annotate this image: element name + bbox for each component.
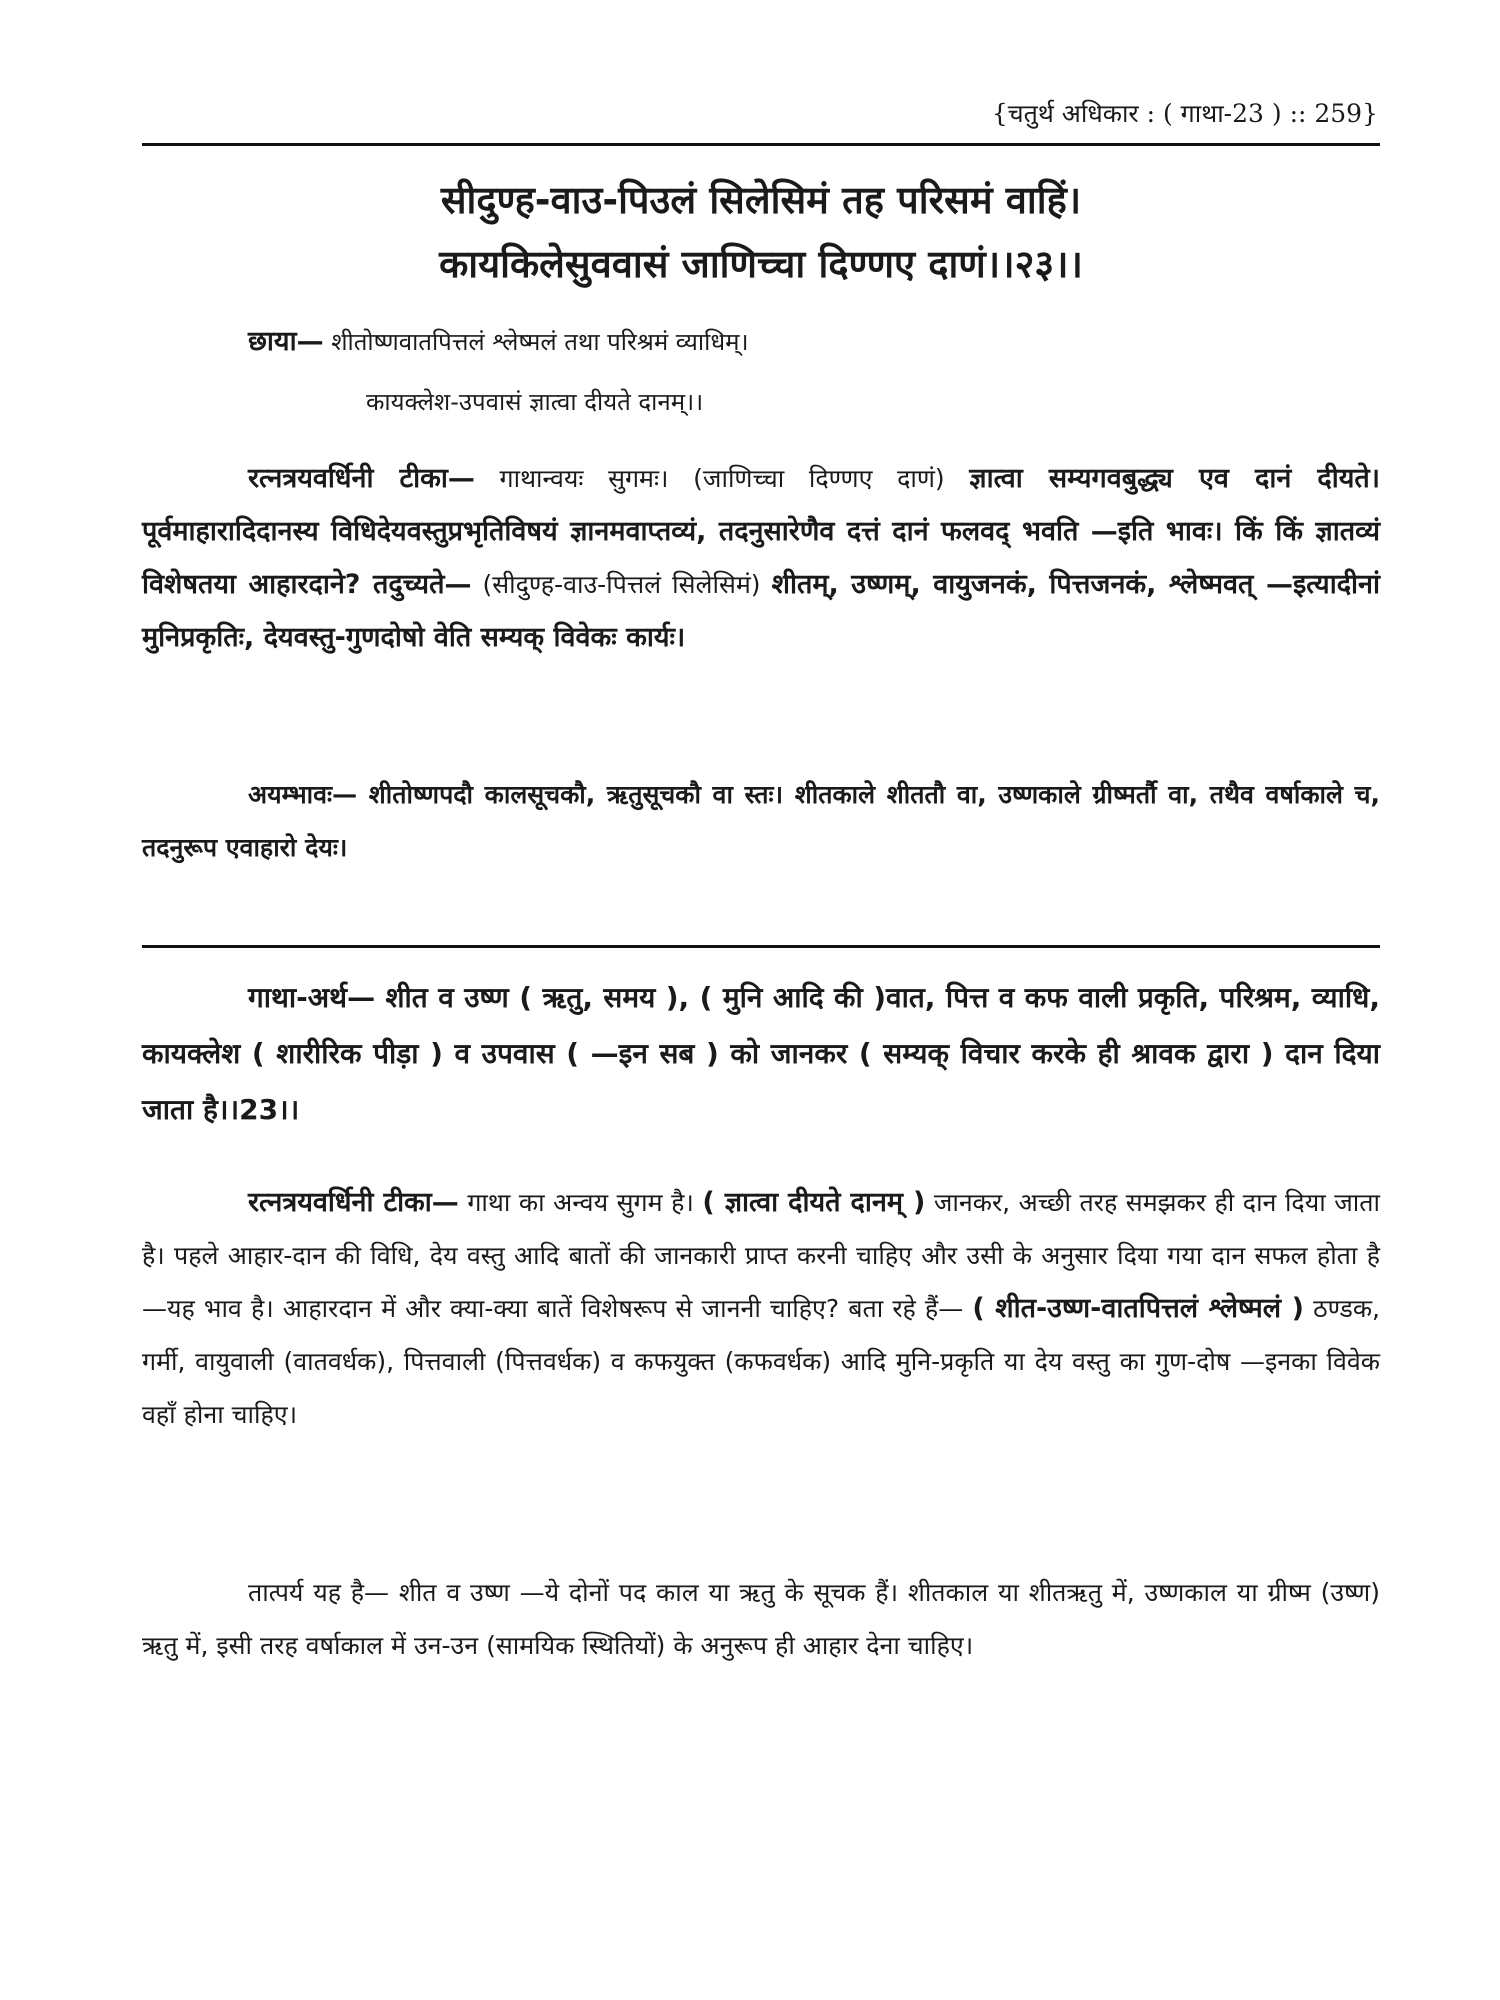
hindi-commentary [142,1176,1380,1441]
commentary-text: जानकर, अच्छी तरह समझकर ही दान दिया जाता है। पहले आहार-दान की विधि, देय वस्तु आदि बातों की जानकारी प्राप्त करनी चाहिए और उसी के अनुसार दिया गया दान सफल होता है —यह भाव है। आहारदान में और क्या-क्या बातें विशेषरूप से जाननी चाहिए? बता रहे हैं— [142,1188,1380,1323]
ayambhava-paragraph: अयम्भावः— शीतोष्णपदौ कालसूचकौ, ऋतुसूचकौ वा स्तः। शीतकाले शीततौ वा, उष्णकाले ग्रीष्मर्तौ वा, तथैव वर्षाकाले च, तदनुरूप एवाहारो देयः। [142,780,1380,862]
chhaya-block [248,312,749,432]
chhaya-label: छाया— [248,326,324,357]
verse-line-1: सीदुण्ह-वाउ-पिउलं सिलेसिमं तह परिसमं वाहिं। [440,178,1082,222]
commentary-label: रत्नत्रयवर्धिनी टीका— [248,463,475,494]
gatha-meaning: गाथा-अर्थ— शीत व उष्ण ( ऋतु, समय ), ( मुनि आदि की )वात, पित्त व कफ वाली प्रकृति, परिश्रम, व्याधि, कायक्लेश ( शारीरिक पीड़ा ) व उपवास ( —इन सब ) को जानकर ( सम्यक् विचार करके ही श्रावक द्वारा ) दान दिया जाता है।।23।। [142,981,1380,1126]
commentary-text: ठण्डक, गर्मी, वायुवाली (वातवर्धक), पित्तवाली (पित्तवर्धक) व कफयुक्त (कफवर्धक) आदि मुनि-प्रकृति या देय वस्तु का गुण-दोष —इनका विवेक वहाँ होना चाहिए। [142,1294,1380,1429]
commentary-text: गाथान्वयः सुगमः। (जाणिच्चा दिण्णए दाणं) [474,464,970,493]
tatparya-paragraph: तात्पर्य यह है— शीत व उष्ण —ये दोनों पद काल या ऋतु के सूचक हैं। शीतकाल या शीतऋतु में, उष्णकाल या ग्रीष्म (उष्ण) ऋतु में, इसी तरह वर्षाकाल में उन-उन (सामयिक स्थितियों) के अनुरूप ही आहार देना चाहिए। [142,1578,1380,1660]
chhaya-text-1: शीतोष्णवातपित्तलं श्लेष्मलं तथा परिश्रमं व्याधिम्। [331,328,749,356]
commentary-text: गाथा का अन्वय सुगम है। [458,1188,703,1217]
commentary-text: शीतम्, उष्णम्, वायुजनकं, पित्तजनकं, श्लेष्मवत् —इत्यादीनां मुनिप्रकृतिः, देयवस्तु-गुणदोषो वेति सम्यक् विवेकः कार्यः। [142,569,1381,653]
top-rule [142,143,1380,146]
verse-line-2: कायकिलेसुववासं जाणिच्चा दिण्णए दाणं।।२३।। [439,242,1083,286]
chhaya-line-1 [248,312,749,372]
commentary-text: ज्ञात्वा सम्यगवबुद्ध्य एव दानं दीयते। पूर्वमाहारादिदानस्य विधिदेयवस्तुप्रभृतिविषयं ज्ञानमवाप्तव्यं, तदनुसारेणैव दत्तं दानं फलवद् भवति —इति भावः। किं किं ज्ञातव्यं विशेषतया आहारदाने? तदुच्यते— [142,463,1380,600]
chhaya-line-2: कायक्लेश-उपवासं ज्ञात्वा दीयते दानम्।। [366,388,704,416]
sanskrit-commentary [142,452,1380,664]
running-header: {चतुर्थ अधिकार : ( गाथा-23 ) :: 259} [991,99,1378,128]
commentary-text: (सीदुण्ह-वाउ-पित्तलं सिलेसिमं) [471,570,772,599]
prakrit-verse [142,168,1380,296]
commentary-text: ( शीत-उष्ण-वातपित्तलं श्लेष्मलं ) [972,1293,1304,1324]
section-divider [142,945,1380,948]
commentary-label: रत्नत्रयवर्धिनी टीका— [248,1187,459,1218]
commentary-text: ( ज्ञात्वा दीयते दानम् ) [702,1187,926,1218]
